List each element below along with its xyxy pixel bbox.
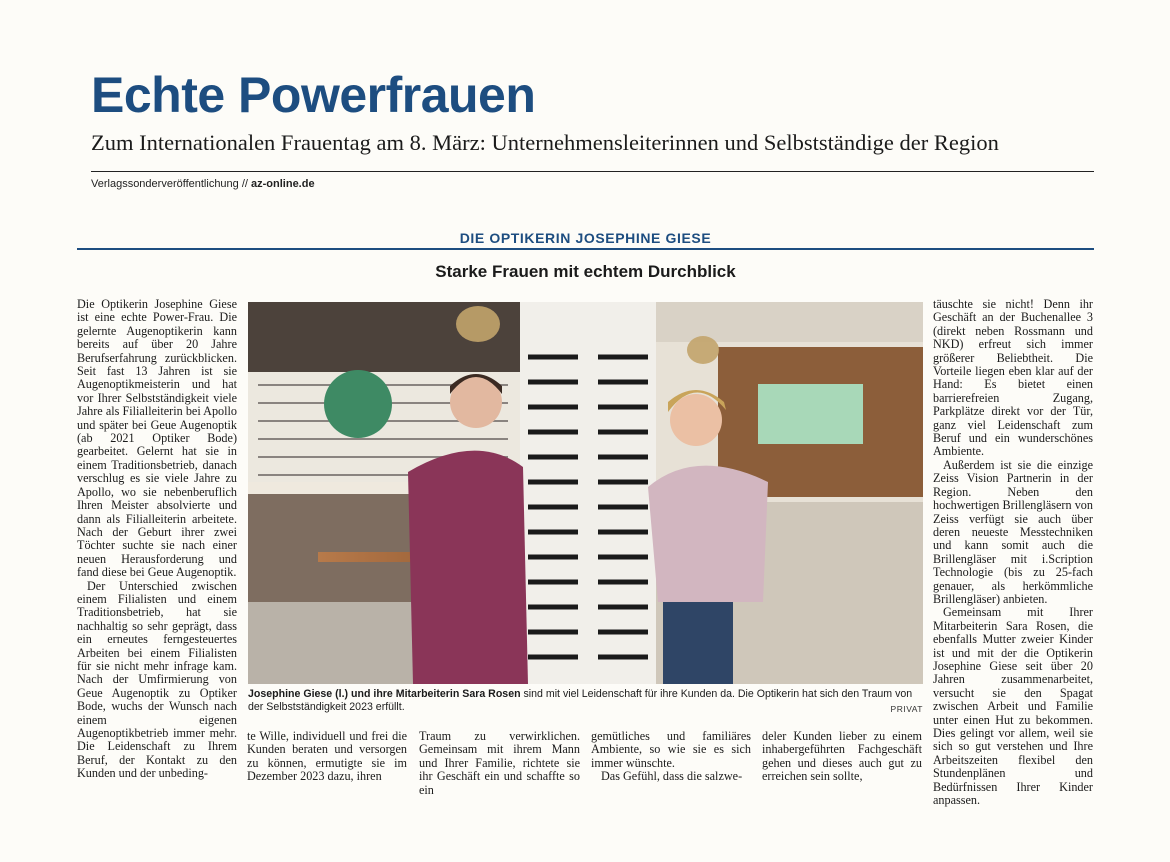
caption-names: Josephine Giese (l.) und ihre Mitarbeiterin Sara Rosen [248,688,521,700]
article-title: Starke Frauen mit echtem Durchblick [435,262,736,281]
text-column-5 [762,730,922,784]
publisher-label: Verlagssonderveröffentlichung // [91,178,252,190]
paragraph: Der Unterschied zwischen einem Filialisten und einem Traditionsbetrieb, hat sie nachhaltig so sehr geprägt, dass ein erneutes ferngesteuertes Arbeiten bei einem Filialisten für sie nicht mehr infrage kam. Nach der Umfirmierung von Geue Augenoptik zu Optiker Bode, wuchs der Wunsch nach einem eigenen Augenoptikbetrieb immer mehr. Die Leidenschaft zu Ihrem Beruf, der Kontakt zu den Kunden und der unbeding- [77,578,237,781]
paragraph: Traum zu verwirklichen. Gemeinsam mit ihrem Mann und Ihrer Familie, richtete sie ihr Geschäft ein und schaffte so ein [419,729,580,797]
paragraph: Außerdem ist sie die einzige Zeiss Vision Partnerin in der Region. Neben den hochwertigen Brillengläsern von Zeiss verfügt sie auch über deren neueste Messtechniken und kann somit auch die Brillengläser mit i.Scription Technologie (bis zu 25-fach genauer, als herkömmliche Brillengläser) anbieten. [933,457,1093,606]
header-rule [91,171,1094,172]
text-column-3 [419,730,580,797]
headline: Echte Powerfrauen [91,67,536,123]
article-kicker: DIE OPTIKERIN JOSEPHINE GIESE [459,230,712,246]
text-column-6 [933,298,1093,807]
paragraph: Die Optikerin Josephine Giese ist eine echte Power-Frau. Die gelernte Augenoptikerin kann bereits auf über 20 Jahre Berufserfahrung zurückblicken. Seit fast 13 Jahren ist sie Augenoptikmeisterin und hat vor Ihrer Selbstständigkeit viele Jahre als Filialleiterin bei Apollo und später bei Geue Augenoptik (ab 2021 Optiker Bode) gearbeitet. Gelernt hat sie in einem Traditionsbetrieb, danach verschlug es sie viele Jahre zu Apollo, wo sie nebenberuflich Ihren Meister absolvierte und dann als Filialleiterin arbeitete. Nach der Geburt ihrer zwei Töchter suchte sie nach einer neuen Herausforderung und fand diese bei Geue Augenoptik. [77,297,237,580]
paragraph: deler Kunden lieber zu einem inhabergeführten Fachgeschäft gehen und dieses auch gut zu erreichen sein sollte, [762,729,922,784]
paragraph: te Wille, individuell und frei die Kunden beraten und versorgen zu können, ermutigte sie im Dezember 2023 dazu, ihren [247,729,407,784]
shop-interior-illustration [248,302,923,684]
text-column-1 [77,298,237,781]
photo-credit: PRIVAT [890,704,923,714]
publisher-line [91,178,315,190]
paragraph: Gemeinsam mit Ihrer Mitarbeiterin Sara Rosen, die ebenfalls Mutter zweier Kinder ist und mit der die Optikerin Josephine Giese seit über 20 Jahren zusammenarbeitet, versucht sie den Spagat zwischen Arbeit und Familie unter einen Hut zu bekommen. Dies gelingt vor allem, weil sie sich so gut verstehen und Ihre Arbeitszeiten flexibel den Stundenplänen und Bedürfnissen Ihrer Kinder anpassen. [933,605,1093,808]
kicker-rule [77,248,1094,250]
window [758,384,863,444]
text-column-2 [247,730,407,784]
paragraph: gemütliches und familiäres Ambiente, so wie sie es sich immer wünschte. [591,729,751,770]
round-mirror [324,370,392,438]
article-photo [248,302,923,684]
caption-text: sind mit viel Leidenschaft für ihre Kunden da. Die Optikerin hat sich den Traum von der Selbstständigkeit 2023 erfüllt. [248,688,913,713]
paragraph: Das Gefühl, dass die salzwe- [601,769,743,784]
subheadline: Zum Internationalen Frauentag am 8. März: Unternehmensleiterinnen und Selbstständige der Region [91,130,999,155]
publisher-site: az-online.de [251,178,315,190]
paragraph: täuschte sie nicht! Denn ihr Geschäft an der Buchenallee 3 (direkt neben Rossmann und NKD) erfreut sich immer größerer Beliebtheit. Die Vorteile liegen eben klar auf der Hand: Es bietet einen barrierefreien Zugang, Parkplätze direkt vor der Tür, ganz viel Leidenschaft zum Beruf und ein wunderschönes Ambiente. [933,297,1093,459]
text-column-4 [591,730,751,784]
